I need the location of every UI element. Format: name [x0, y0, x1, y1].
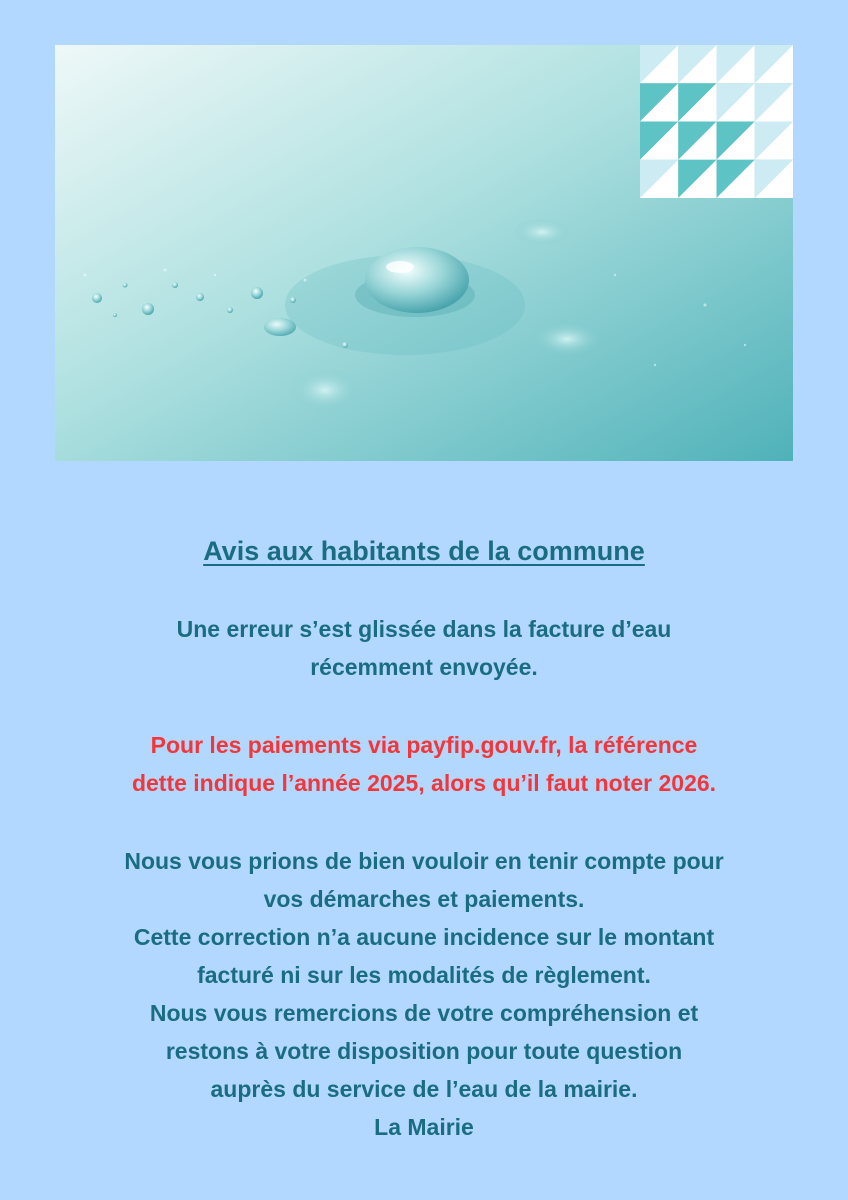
intro-paragraph	[20, 610, 828, 686]
body-line: restons à votre disposition pour toute question	[165, 1038, 683, 1064]
intro-line: Une erreur s’est glissée dans la facture d’eau	[176, 616, 672, 642]
body-line: Nous vous remercions de votre compréhension et	[149, 1000, 699, 1026]
body-line: Cette correction n’a aucune incidence sur le montant	[133, 924, 715, 950]
notice-body	[20, 536, 828, 1146]
triangle-pattern-decoration	[640, 45, 793, 198]
intro-line: récemment envoyée.	[310, 654, 538, 680]
main-drop	[365, 247, 469, 313]
body-line: facturé ni sur les modalités de règlement.	[197, 962, 651, 988]
highlight-paragraph	[20, 726, 828, 802]
notice-title: Avis aux habitants de la commune	[203, 536, 645, 566]
body-line: Nous vous prions de bien vouloir en tenir compte pour	[124, 848, 724, 874]
body-line: vos démarches et paiements.	[263, 886, 585, 912]
highlight-line: Pour les paiements via payfip.gouv.fr, la référence	[150, 732, 698, 758]
body-paragraph	[20, 842, 828, 1146]
signature: La Mairie	[374, 1114, 474, 1140]
body-line: auprès du service de l’eau de la mairie.	[210, 1076, 638, 1102]
highlight-line: dette indique l’année 2025, alors qu’il faut noter 2026.	[131, 770, 717, 796]
